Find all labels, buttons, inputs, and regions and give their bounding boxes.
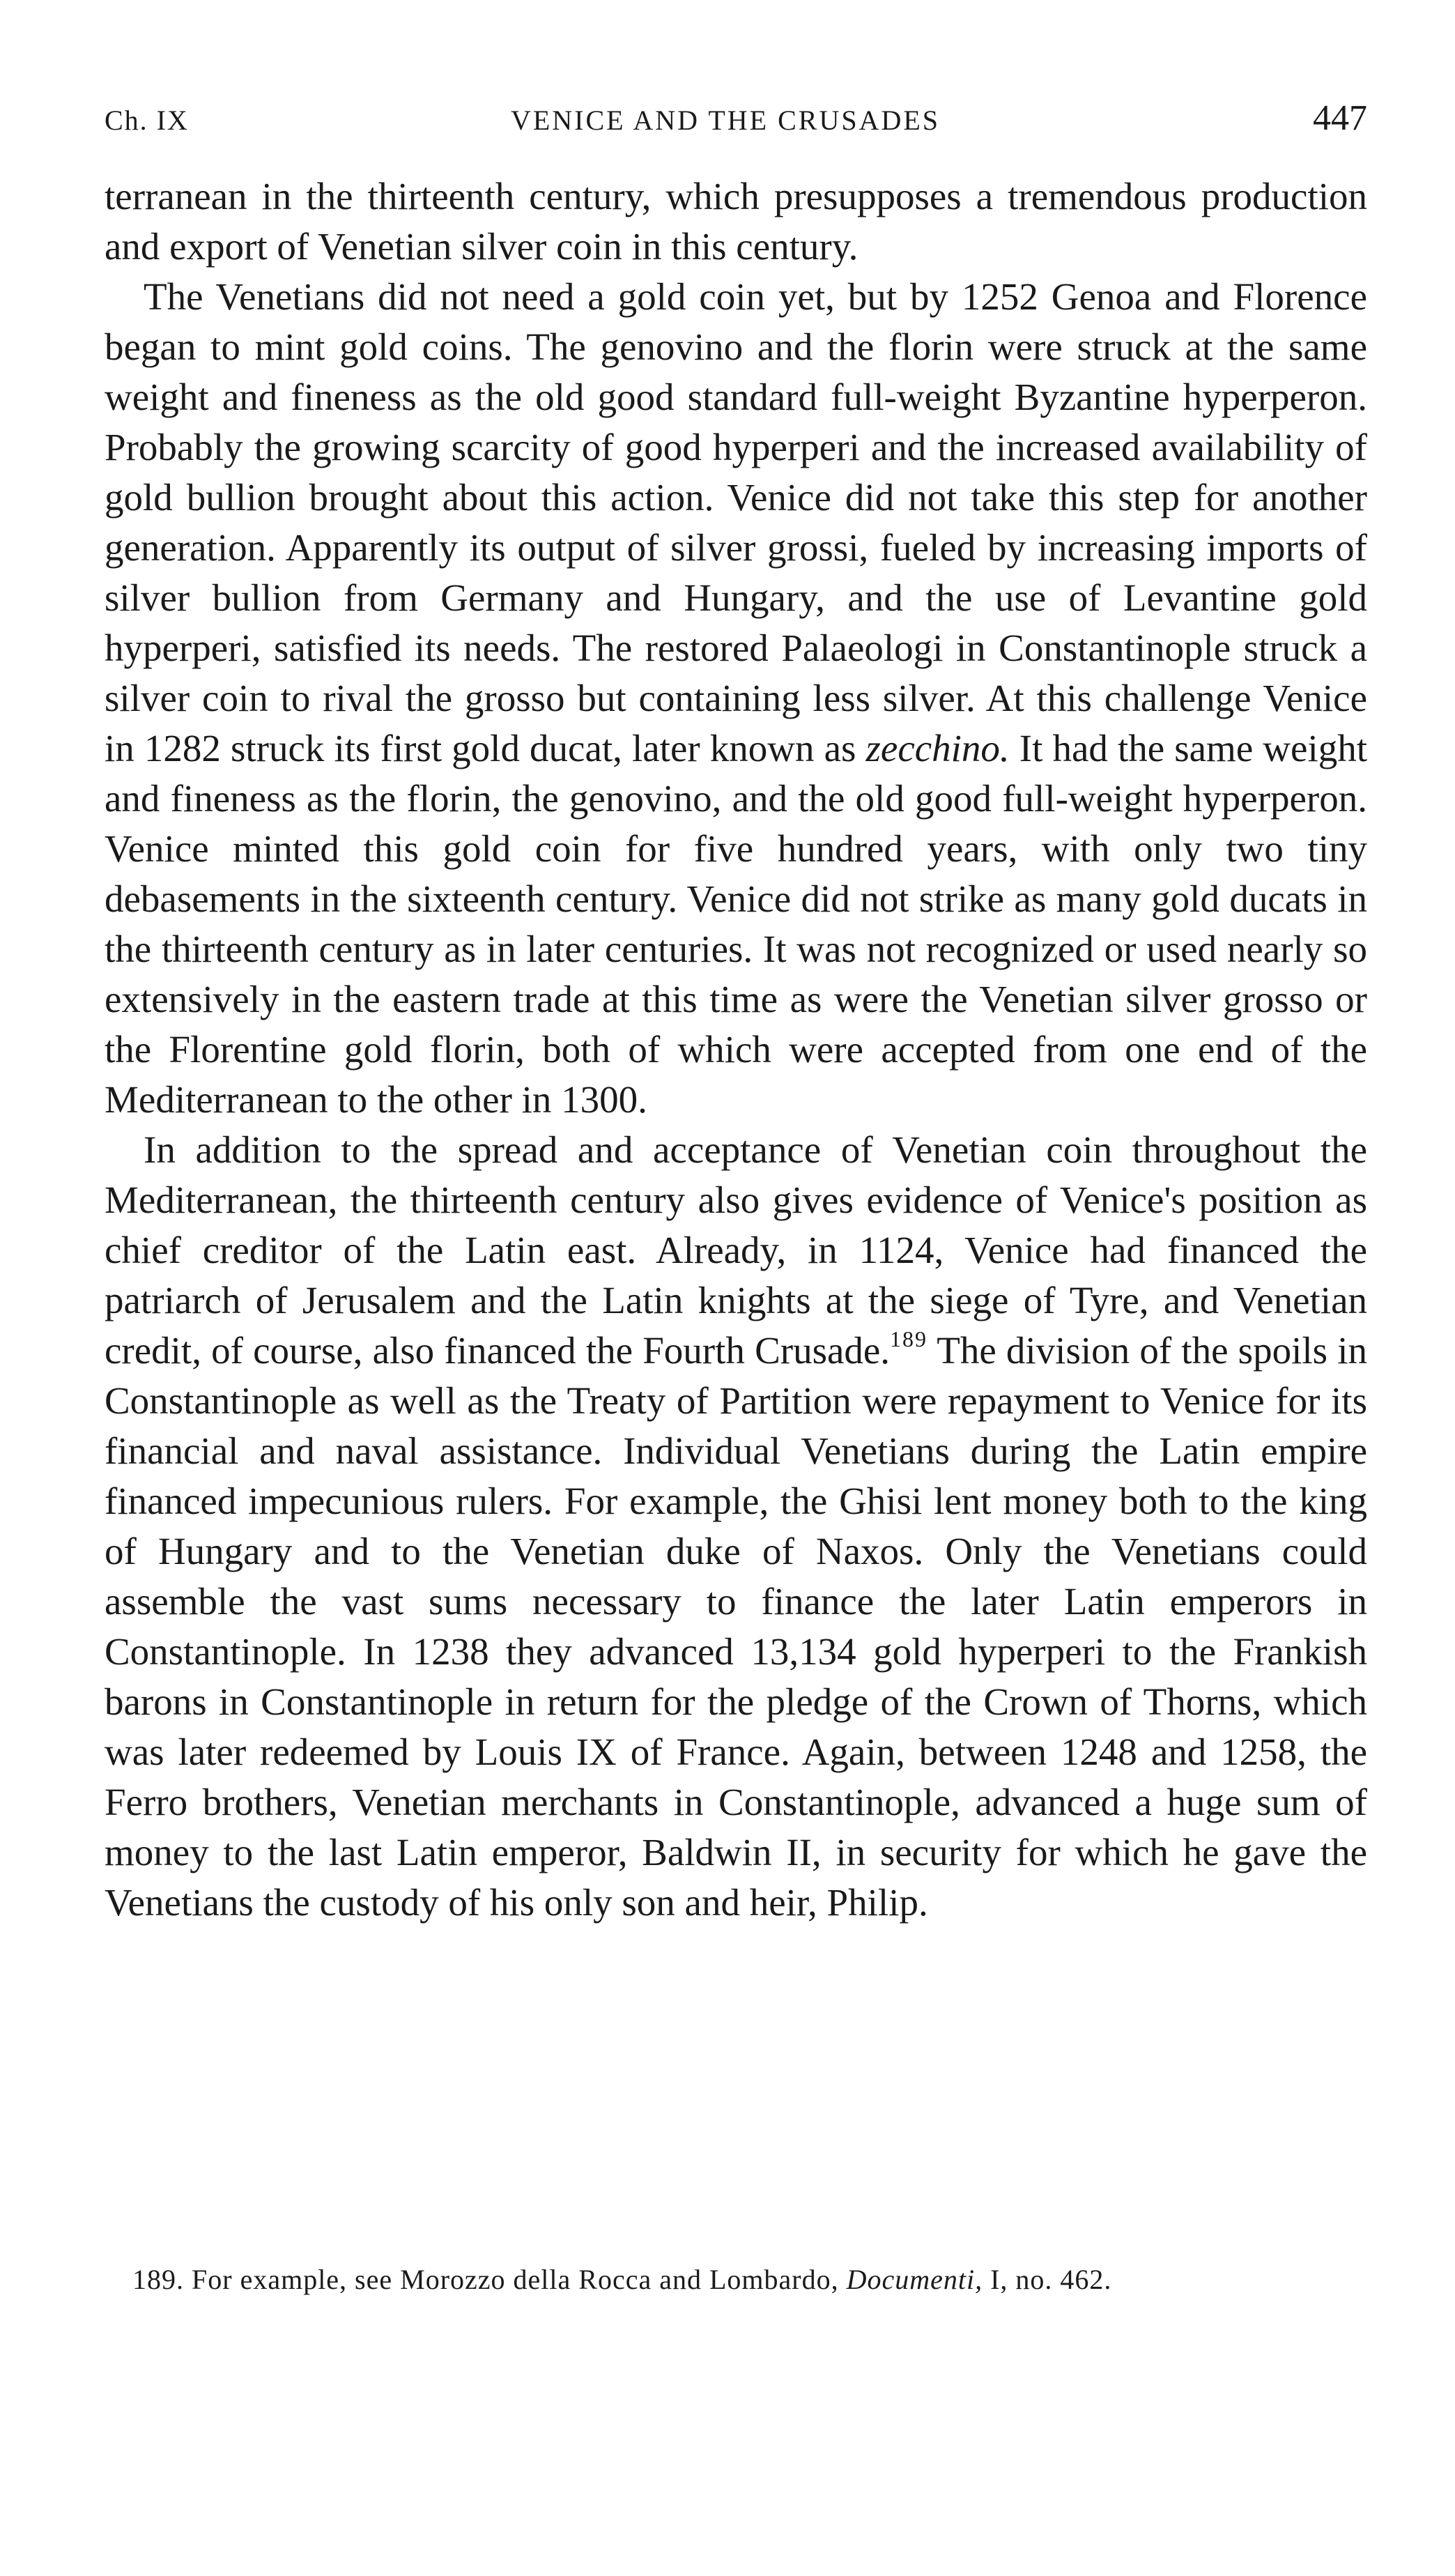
footnote xyxy=(132,2262,1317,2298)
footnote-italic: Documenti, xyxy=(846,2264,983,2295)
paragraph-2-text-b: It had the same weight and fineness as the florin, the genovino, and the old good full-weight hyperperon. Venice minted this gold coin for five hundred years, with only two tiny debasements in the sixteenth century. Venice did not strike as many gold ducats in the thirteenth century as in later centuries. It was not recognized or used nearly so extensively in the eastern trade at this time as were the Venetian silver grosso or the Florentine gold florin, both of which were accepted from one end of the Mediterranean to the other in 1300. xyxy=(105,727,1368,1121)
running-head xyxy=(105,98,1367,153)
italic-term: zecchino. xyxy=(865,727,1010,769)
paragraph-1-text: terranean in the thirteenth century, which presupposes a tremendous production and export of Venetian silver coin in this century. xyxy=(105,175,1367,268)
body-text xyxy=(105,171,1367,1928)
running-title: VENICE AND THE CRUSADES xyxy=(510,105,941,136)
page-number: 447 xyxy=(1313,98,1367,138)
paragraph-2 xyxy=(105,272,1367,1125)
chapter-label: Ch. IX xyxy=(105,105,189,136)
paragraph-3-text-b: The division of the spoils in Constantinople as well as the Treaty of Partition were repayment to Venice for its financial and naval assistance. Individual Venetians during the Latin empire financed impecunious rulers. For example, the Ghisi lent money both to the king of Hungary and to the Venetian duke of Naxos. Only the Venetians could assemble the vast sums necessary to finance the later Latin emperors in Constantinople. In 1238 they advanced 13,134 gold hyperperi to the Frankish barons in Constantinople in return for the pledge of the Crown of Thorns, which was later redeemed by Louis IX of France. Again, between 1248 and 1258, the Ferro brothers, Venetian merchants in Constantinople, advanced a huge sum of money to the last Latin emperor, Baldwin II, in security for which he gave the Venetians the custody of his only son and heir, Philip. xyxy=(105,1329,1367,1924)
paragraph-2-text-a: The Venetians did not need a gold coin yet, but by 1252 Genoa and Florence began to mint gold coins. The genovino and the florin were struck at the same weight and fineness as the old good standard full-weight Byzantine hyperperon. Probably the growing scarcity of good hyperperi and the increased availability of gold bullion brought about this action. Venice did not take this step for another generation. Apparently its output of silver grossi, fueled by increasing imports of silver bullion from Germany and Hungary, and the use of Levantine gold hyperperi, satisfied its needs. The restored Palaeologi in Constantinople struck a silver coin to rival the grosso but containing less silver. At this challenge Venice in 1282 struck its first gold ducat, later known as xyxy=(105,275,1367,769)
footnote-text-b: I, no. 462. xyxy=(983,2264,1112,2295)
page xyxy=(105,98,1367,1928)
footnote-text-a: 189. For example, see Morozzo della Rocca and Lombardo, xyxy=(132,2264,847,2295)
paragraph-3-text-a: In addition to the spread and acceptance of Venetian coin throughout the Mediterranean, the thirteenth century also gives evidence of Venice's position as chief creditor of the Latin east. Already, in 1124, Venice had financed the patriarch of Jerusalem and the Latin knights at the siege of Tyre, and Venetian credit, of course, also financed the Fourth Crusade. xyxy=(105,1128,1367,1372)
footnote-reference[interactable]: 189 xyxy=(890,1326,928,1351)
paragraph-1 xyxy=(105,171,1367,272)
paragraph-3 xyxy=(105,1125,1367,1928)
